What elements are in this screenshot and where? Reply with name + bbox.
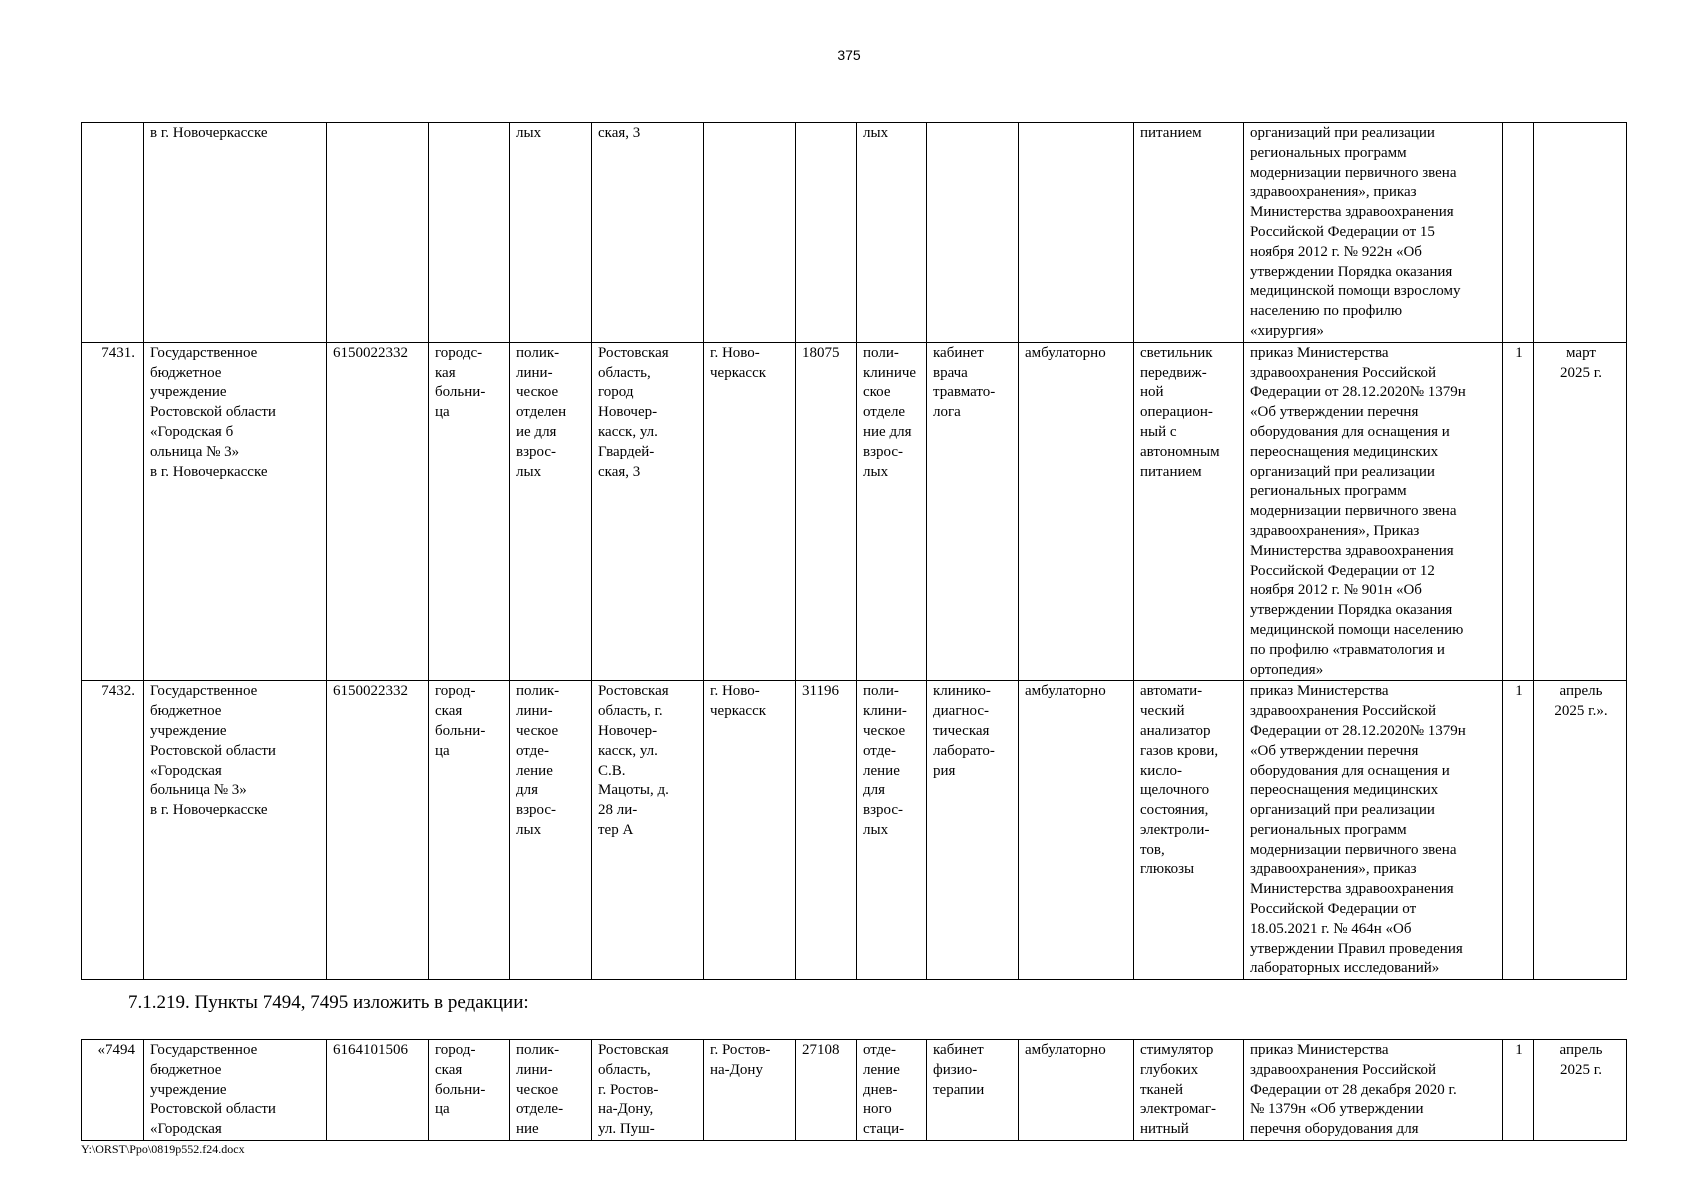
cell-type: город- ская больни- ца: [429, 681, 510, 980]
cell-qty: [1503, 123, 1534, 343]
cell-inn: 6150022332: [327, 681, 429, 980]
cell-basis: приказ Министерства здравоохранения Российской Федерации от 28.12.2020№ 1379н «Об утверждении перечня оборудования для оснащения и переоснащения медицинских организаций при реализации региональных программ модернизации первичного звена здравоохранения», приказ Министерства здравоохранения Российской Федерации от 18.05.2021 г. № 464н «Об утверждении Правил проведения лабораторных исследований»: [1244, 681, 1503, 980]
cell-date: апрель 2025 г.: [1534, 1040, 1627, 1141]
cell-basis: приказ Министерства здравоохранения Российской Федерации от 28.12.2020№ 1379н «Об утверждении перечня оборудования для оснащения и переоснащения медицинских организаций при реализации региональных программ модернизации первичного звена здравоохранения», Приказ Министерства здравоохранения Российской Федерации от 12 ноября 2012 г. № 901н «Об утверждении Порядка оказания медицинской помощи населению по профилю «травматология и ортопедия»: [1244, 342, 1503, 681]
cell-address: Ростовская область, г. Новочер- касск, ул. С.В. Мацоты, д. 28 ли- тер А: [592, 681, 704, 980]
table-body-top: [82, 123, 1627, 980]
cell-num: 7432.: [82, 681, 144, 980]
cell-type: городс- кая больни- ца: [429, 342, 510, 681]
cell-code: [796, 123, 857, 343]
cell-equipment: питанием: [1134, 123, 1244, 343]
cell-org: Государственное бюджетное учреждение Ростовской области «Городская больница № 3» в г. Новочеркасске: [144, 681, 327, 980]
cell-num: 7431.: [82, 342, 144, 681]
cell-date: [1534, 123, 1627, 343]
cell-num: [82, 123, 144, 343]
cell-code: 18075: [796, 342, 857, 681]
cell-inn: 6164101506: [327, 1040, 429, 1141]
cell-equipment: стимулятор глубоких тканей электромаг- нитный: [1134, 1040, 1244, 1141]
cell-equipment: светильник передвиж- ной операцион- ный с автономным питанием: [1134, 342, 1244, 681]
table-row: [82, 342, 1627, 681]
cell-department: поли- клиниче ское отделе ние для взрос- лых: [857, 342, 927, 681]
cell-division: лых: [510, 123, 592, 343]
cell-city: г. Ново- черкасск: [704, 681, 796, 980]
table-body-bottom: [82, 1040, 1627, 1141]
cell-org: в г. Новочеркасске: [144, 123, 327, 343]
cell-qty: 1: [1503, 681, 1534, 980]
cell-inn: [327, 123, 429, 343]
cell-room: [927, 123, 1019, 343]
equipment-table-top: [81, 122, 1627, 980]
page-number: 375: [837, 47, 861, 63]
cell-city: г. Ростов- на-Дону: [704, 1040, 796, 1141]
table-row: [82, 123, 1627, 343]
cell-equipment: автомати- ческий анализатор газов крови, кисло- щелочного состояния, электроли- тов, глюкозы: [1134, 681, 1244, 980]
cell-code: 31196: [796, 681, 857, 980]
cell-type: [429, 123, 510, 343]
cell-address: Ростовская область, г. Ростов- на-Дону, ул. Пуш-: [592, 1040, 704, 1141]
cell-division: полик- лини- ческое отде- ление для взрос- лых: [510, 681, 592, 980]
cell-basis: организаций при реализации региональных программ модернизации первичного звена здравоохранения», приказ Министерства здравоохранения Российской Федерации от 15 ноября 2012 г. № 922н «Об утверждении Порядка оказания медицинской помощи взрослому населению по профилю «хирургия»: [1244, 123, 1503, 343]
footer-file-path: Y:\ORST\Ppo\0819p552.f24.docx: [81, 1142, 245, 1156]
cell-inn: 6150022332: [327, 342, 429, 681]
cell-division: полик- лини- ческое отделе- ние: [510, 1040, 592, 1141]
cell-mode: [1019, 123, 1134, 343]
table-row: [82, 681, 1627, 980]
cell-date: апрель 2025 г.».: [1534, 681, 1627, 980]
cell-mode: амбулаторно: [1019, 681, 1134, 980]
cell-department: отде- ление днев- ного стаци-: [857, 1040, 927, 1141]
cell-org: Государственное бюджетное учреждение Ростовской области «Городская: [144, 1040, 327, 1141]
cell-qty: 1: [1503, 342, 1534, 681]
cell-mode: амбулаторно: [1019, 1040, 1134, 1141]
cell-address: ская, 3: [592, 123, 704, 343]
cell-department: поли- клини- ческое отде- ление для взрос- лых: [857, 681, 927, 980]
cell-date: март 2025 г.: [1534, 342, 1627, 681]
cell-city: г. Ново- черкасск: [704, 342, 796, 681]
cell-department: лых: [857, 123, 927, 343]
cell-num: «7494: [82, 1040, 144, 1141]
cell-qty: 1: [1503, 1040, 1534, 1141]
cell-address: Ростовская область, город Новочер- касск, ул. Гвардей- ская, 3: [592, 342, 704, 681]
cell-basis: приказ Министерства здравоохранения Российской Федерации от 28 декабря 2020 г. № 1379н «Об утверждении перечня оборудования для: [1244, 1040, 1503, 1141]
cell-room: клинико- диагнос- тическая лаборато- рия: [927, 681, 1019, 980]
cell-type: город- ская больни- ца: [429, 1040, 510, 1141]
cell-room: кабинет врача травмато- лога: [927, 342, 1019, 681]
cell-mode: амбулаторно: [1019, 342, 1134, 681]
cell-division: полик- лини- ческое отделен ие для взрос- лых: [510, 342, 592, 681]
equipment-table-bottom: [81, 1039, 1627, 1141]
cell-room: кабинет физио- терапии: [927, 1040, 1019, 1141]
cell-city: [704, 123, 796, 343]
table-row: [82, 1040, 1627, 1141]
cell-code: 27108: [796, 1040, 857, 1141]
section-heading: 7.1.219. Пункты 7494, 7495 изложить в редакции:: [128, 992, 529, 1013]
cell-org: Государственное бюджетное учреждение Ростовской области «Городская б ольница № 3» в г. Новочеркасске: [144, 342, 327, 681]
